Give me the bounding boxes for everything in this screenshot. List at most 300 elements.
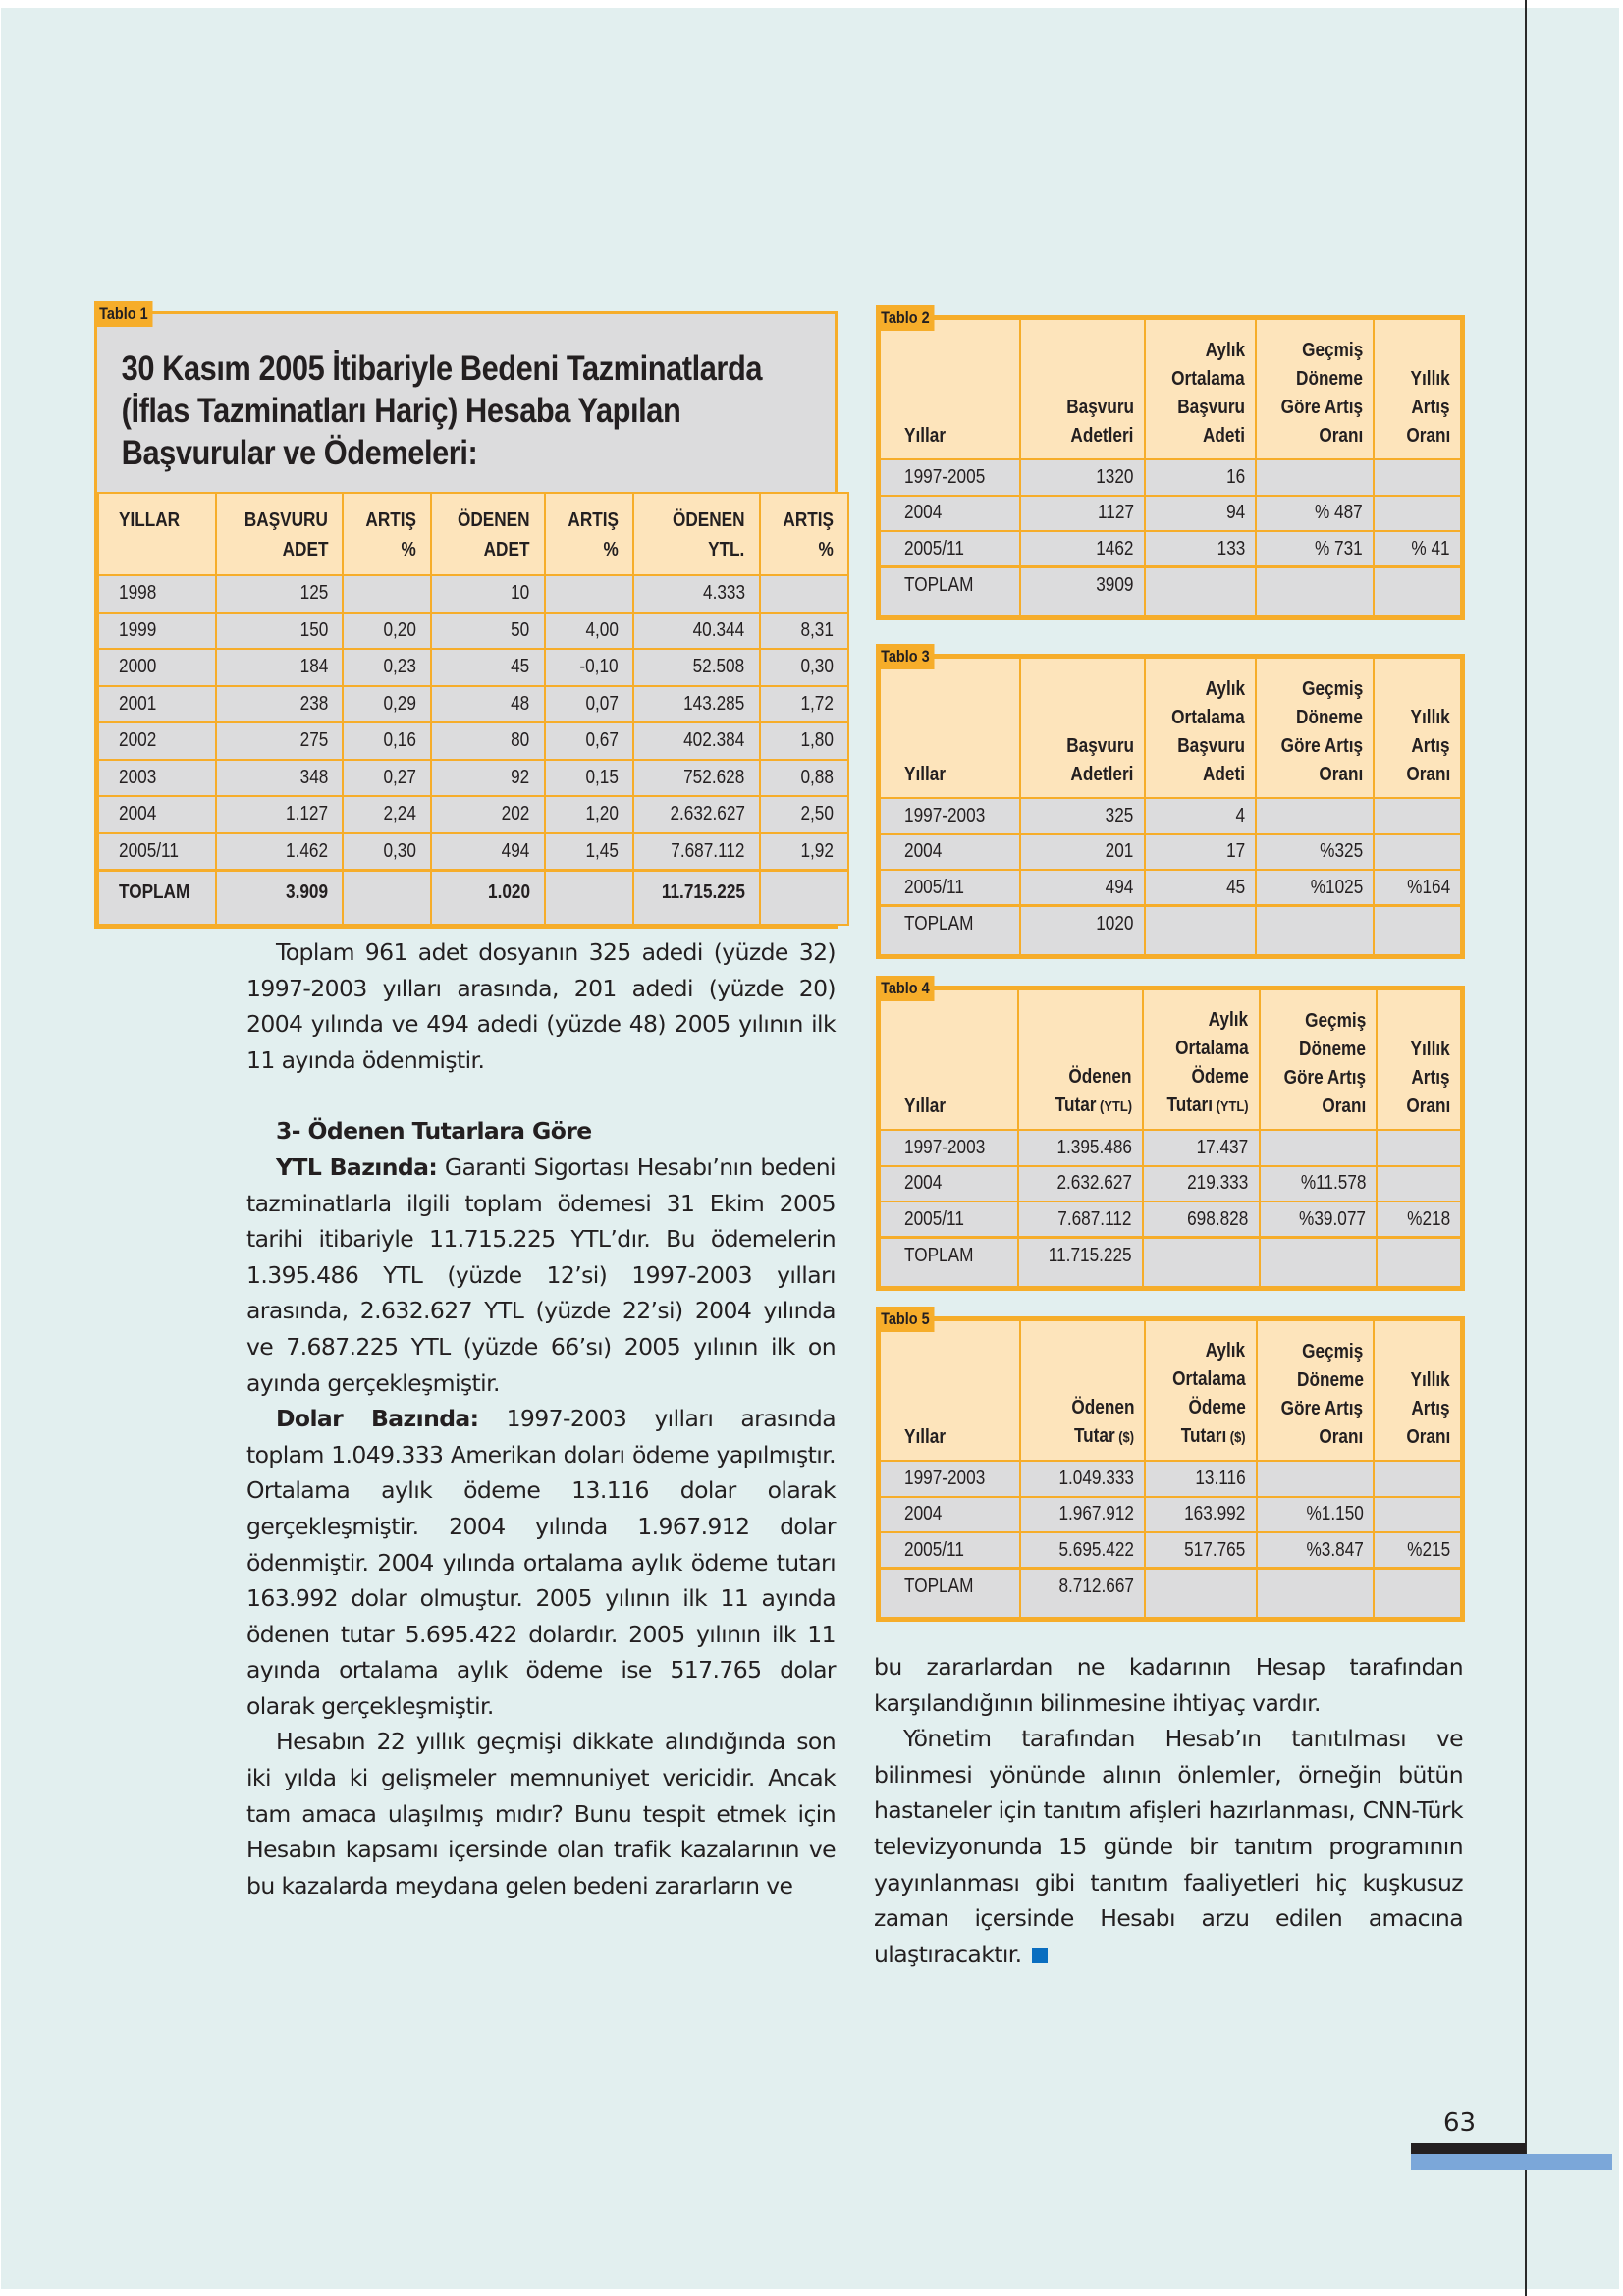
cell-value: 0,16	[383, 729, 416, 752]
cell-value: 402.384	[683, 729, 745, 752]
table-cell	[1256, 870, 1374, 906]
cell-value: 1127	[1097, 502, 1134, 524]
header-line: Başvuru	[1066, 735, 1134, 757]
table-row	[98, 686, 848, 723]
column-header	[343, 493, 431, 575]
cell-value: 125	[299, 582, 328, 605]
column-header	[1020, 319, 1145, 459]
cell-value: 348	[299, 766, 328, 788]
cell-value: % 487	[1315, 502, 1364, 524]
table-cell	[1256, 496, 1374, 532]
table-cell	[1145, 834, 1256, 871]
cell-value: TOPLAM	[119, 881, 190, 903]
header-line: Adetleri	[1070, 764, 1134, 785]
header-line: Oranı	[1406, 764, 1450, 785]
cell-value: 4.333	[702, 582, 745, 605]
cell-value: 1997-2003	[904, 1136, 986, 1158]
header-line: Adeti	[1203, 425, 1246, 447]
cell-value: 10	[511, 582, 530, 605]
table-cell	[1145, 798, 1256, 834]
cell-value: 1.020	[487, 881, 530, 903]
tablo-3-tag: Tablo 3	[876, 644, 935, 669]
title-line: 30 Kasım 2005 İtibariyle Bedeni Tazminatlarda	[121, 349, 763, 388]
table-cell	[760, 833, 848, 871]
header-line: Yıllar	[904, 1426, 947, 1448]
table-cell	[1374, 906, 1461, 955]
column-header	[760, 493, 848, 575]
paragraph-dosya: Toplam 961 adet dosyanın 325 adedi (yüzde 32) 1997-2003 yılları arasında, 201 adedi (yüzde 20) 2004 yılında ve 494 adedi (yüzde 48) 2005 yılının ilk 11 ayında ödenmiştir.	[246, 938, 836, 1074]
table-cell	[545, 575, 633, 613]
table-cell	[431, 649, 545, 686]
table-cell	[1020, 496, 1145, 532]
table-row	[880, 1461, 1461, 1497]
cell-value: 494	[501, 839, 530, 862]
ytl-label: YTL Bazında:	[276, 1152, 438, 1181]
header-line: Döneme	[1296, 368, 1364, 390]
cell-value: 1997-2003	[904, 804, 986, 827]
header-line: Yıllık	[1410, 1369, 1450, 1391]
table-cell	[343, 575, 431, 613]
column-header	[633, 493, 760, 575]
cell-value: 1320	[1096, 465, 1134, 488]
table-row	[880, 496, 1461, 532]
tablo-4-tag: Tablo 4	[876, 976, 935, 1001]
header-line: Döneme	[1296, 1369, 1364, 1391]
tablo-2-table	[879, 318, 1462, 617]
column-header	[431, 493, 545, 575]
header-line: Artış	[1411, 735, 1450, 757]
header-line: Ortalama	[1171, 707, 1246, 728]
table-cell	[1020, 1497, 1145, 1533]
table-row	[98, 760, 848, 797]
table-cell	[880, 531, 1020, 567]
table-cell	[545, 796, 633, 833]
table-cell	[1377, 1201, 1461, 1238]
cell-value: 0,15	[585, 766, 619, 788]
table-cell	[880, 834, 1020, 871]
column-header	[1374, 319, 1461, 459]
table-cell	[431, 870, 545, 925]
total-row	[880, 906, 1461, 955]
cell-value: 3.909	[285, 881, 328, 903]
table-cell	[98, 649, 216, 686]
yonetim-text: Yönetim tarafından Hesab’ın tanıtılması ve bilinmesi yönünde alının önlemler, örneğin bütün hastaneler için tanıtım afişleri hazırlanması, CNN-Türk televizyonunda 15 günde bir tanıtım programının yayınlanması gibi tanıtım faaliyetleri hiç kuşkusuz zaman içersinde Hesabı arzu edilen amacına ulaştıracaktır.	[874, 1725, 1463, 1968]
tablo-5-table	[879, 1319, 1462, 1619]
cell-value: 4	[1235, 804, 1246, 827]
column-header	[1257, 1320, 1375, 1461]
cell-value: 80	[511, 729, 530, 752]
table-cell	[1018, 1238, 1143, 1287]
header-line: Oranı	[1322, 1095, 1367, 1117]
table-cell	[1374, 1569, 1461, 1618]
table-cell	[431, 686, 545, 723]
table-cell	[1257, 1461, 1375, 1497]
header-line: Geçmiş	[1302, 1341, 1364, 1362]
header-line: Aylık	[1205, 678, 1246, 700]
cell-value: 275	[299, 729, 328, 752]
cell-value: 2004	[904, 1172, 943, 1195]
cell-value: 2002	[119, 729, 157, 752]
total-row	[880, 1569, 1461, 1618]
unit-label: (YTL)	[1096, 1098, 1132, 1115]
header-line: %	[603, 539, 619, 561]
table-cell	[1374, 496, 1461, 532]
cell-value: 150	[299, 618, 328, 641]
header-line: Oranı	[1319, 764, 1364, 785]
table-cell	[343, 870, 431, 925]
table-cell	[1374, 1532, 1461, 1569]
table-cell	[343, 760, 431, 797]
table-cell	[1256, 834, 1374, 871]
column-header	[1020, 658, 1145, 798]
table-cell	[760, 870, 848, 925]
table-cell	[1020, 1461, 1145, 1497]
cell-value: 1.967.912	[1058, 1503, 1135, 1525]
header-line: Göre Artış	[1280, 735, 1364, 757]
table-cell	[216, 686, 343, 723]
table-cell	[431, 833, 545, 871]
table-cell	[1018, 1130, 1143, 1166]
table-cell	[1256, 459, 1374, 496]
table-cell	[343, 722, 431, 760]
header-line: Geçmiş	[1301, 340, 1364, 361]
total-row	[880, 567, 1461, 616]
cell-value: 0,07	[585, 692, 619, 715]
cell-value: %164	[1407, 876, 1450, 898]
cell-value: 1.395.486	[1056, 1136, 1132, 1158]
header-line: ÖDENEN	[457, 509, 530, 531]
header-line: Ödeme	[1188, 1397, 1246, 1418]
cell-value: 7.687.112	[671, 839, 745, 862]
cell-value: %1025	[1310, 876, 1364, 898]
ytl-text: Garanti Sigortası Hesabı’nın bedeni tazminatlarla ilgili toplam ödemesi 31 Ekim 2005 tarihi itibariyle 11.715.225 YTL’dır. Bu ödemelerin 1.395.486 YTL (yüzde 12’si) 1997-2003 yılları arasında, 2.632.627 YTL (yüzde 22’si) 2004 yılında ve 7.687.225 YTL (yüzde 66’sı) 2005 yılının ilk on ayında gerçekleşmiştir.	[246, 1152, 836, 1397]
cell-value: 2001	[119, 692, 157, 715]
table-cell	[880, 1201, 1018, 1238]
table-row	[880, 798, 1461, 834]
header-line: Tutarı (YTL)	[1166, 1095, 1249, 1116]
tablo-3-table	[879, 657, 1462, 956]
table-cell	[633, 722, 760, 760]
table-cell	[1257, 1532, 1375, 1569]
table-cell	[880, 1238, 1018, 1287]
header-line: %	[401, 539, 416, 561]
table-cell	[633, 575, 760, 613]
header-line: ARTIŞ	[365, 509, 416, 531]
column-header	[216, 493, 343, 575]
table-cell	[633, 796, 760, 833]
table-cell	[545, 833, 633, 871]
cell-value: 1.049.333	[1058, 1467, 1135, 1489]
tablo-2-tag: Tablo 2	[876, 305, 935, 331]
table-cell	[1260, 1238, 1378, 1287]
column-header	[1145, 658, 1256, 798]
cell-value: %215	[1407, 1538, 1450, 1561]
header-line: Aylık	[1209, 1009, 1249, 1031]
table-cell	[1256, 531, 1374, 567]
cell-value: TOPLAM	[904, 574, 974, 596]
table-cell	[1256, 906, 1374, 955]
cell-value: 698.828	[1187, 1207, 1249, 1230]
table-cell	[1260, 1201, 1378, 1238]
cell-value: 1999	[119, 618, 157, 641]
header-line: Yıllık	[1410, 707, 1450, 728]
cell-value: 1462	[1096, 537, 1134, 560]
tablo-1-tag: Tablo 1	[94, 301, 153, 327]
total-row	[98, 870, 848, 925]
table-cell	[633, 686, 760, 723]
cell-value: %218	[1407, 1207, 1450, 1230]
column-header	[1374, 658, 1461, 798]
table-cell	[1020, 906, 1145, 955]
table-cell	[216, 796, 343, 833]
table-cell	[98, 833, 216, 871]
table-cell	[216, 870, 343, 925]
cell-value: 2004	[119, 803, 157, 826]
header-line: Artış	[1411, 1398, 1450, 1419]
table-cell	[880, 1166, 1018, 1202]
table-cell	[1143, 1201, 1260, 1238]
table-row	[98, 575, 848, 613]
table-row	[98, 796, 848, 833]
table-cell	[216, 722, 343, 760]
cell-value: %325	[1320, 840, 1364, 863]
cell-value: %1.150	[1306, 1503, 1364, 1525]
table-cell	[1145, 1497, 1256, 1533]
table-cell	[216, 575, 343, 613]
table-cell	[880, 1532, 1020, 1569]
table-cell	[343, 833, 431, 871]
cell-value: 17.437	[1196, 1136, 1249, 1158]
cell-value: 0,20	[383, 618, 416, 641]
column-header	[880, 1320, 1020, 1461]
header-line: Göre Artış	[1283, 1067, 1367, 1089]
dolar-label: Dolar Bazında:	[276, 1405, 479, 1433]
header-line: Ödenen	[1071, 1397, 1135, 1418]
cell-value: TOPLAM	[904, 913, 974, 934]
table-cell	[1374, 1497, 1461, 1533]
cell-value: 1,72	[800, 692, 834, 715]
table-cell	[1145, 459, 1256, 496]
header-line: Tutar ($)	[1074, 1425, 1135, 1447]
table-cell	[880, 1569, 1020, 1618]
page-number: 63	[1443, 2109, 1477, 2138]
cell-value: 1,80	[800, 729, 834, 752]
cell-value: 494	[1106, 876, 1134, 898]
cell-value: 17	[1226, 840, 1246, 863]
cell-value: 1997-2003	[904, 1467, 986, 1489]
table-cell	[1374, 531, 1461, 567]
table-cell	[633, 870, 760, 925]
table-cell	[880, 1130, 1018, 1166]
cell-value: 1.462	[285, 839, 328, 862]
cell-value: 0,67	[585, 729, 619, 752]
table-cell	[216, 649, 343, 686]
unit-label: (YTL)	[1212, 1098, 1249, 1115]
cell-value: 52.508	[692, 656, 745, 678]
header-line: Oranı	[1319, 425, 1364, 447]
dolar-text: 1997-2003 yılları arasında toplam 1.049.333 Amerikan doları ödeme yapılmıştır. Ortalama aylık ödeme 13.116 dolar olarak gerçekleşmiştir. 2004 yılında 1.967.912 dolar ödenmiştir. 2004 yılında ortalama aylık ödeme tutarı 163.992 dolar olmuştur. 2005 yılının ilk 11 ayında ödenen tutar 5.695.422 dolardır. 2005 yılının ilk 11 ayında ortalama aylık ödeme ise 517.765 dolar olarak gerçekleşmiştir.	[246, 1405, 836, 1720]
column-header	[1374, 1320, 1461, 1461]
table-cell	[880, 798, 1020, 834]
cell-value: 163.992	[1184, 1503, 1246, 1525]
table-cell	[633, 649, 760, 686]
column-header	[1143, 989, 1260, 1130]
header-line: Ödenen	[1068, 1066, 1132, 1088]
table-cell	[98, 686, 216, 723]
cell-value: 2004	[904, 1503, 943, 1525]
table-row	[880, 834, 1461, 871]
table-row	[98, 833, 848, 871]
header-line: Döneme	[1296, 707, 1364, 728]
header-line: Göre Artış	[1280, 1398, 1364, 1419]
cell-value: 2,50	[800, 803, 834, 826]
header-line: Geçmiş	[1305, 1010, 1367, 1032]
end-mark-icon	[1032, 1948, 1048, 1963]
unit-label: ($)	[1114, 1429, 1135, 1446]
header-line: Aylık	[1205, 340, 1246, 361]
table-cell	[1020, 1569, 1145, 1618]
table-cell	[1256, 567, 1374, 616]
cell-value: 4,00	[585, 618, 619, 641]
table-cell	[1145, 1461, 1256, 1497]
column-header	[1256, 319, 1374, 459]
header-line: Döneme	[1299, 1039, 1367, 1060]
table-cell	[343, 649, 431, 686]
header-line: Göre Artış	[1280, 397, 1364, 418]
table-cell	[1145, 496, 1256, 532]
header-line: Ortalama	[1171, 368, 1246, 390]
table-cell	[98, 613, 216, 650]
cell-value: 1998	[119, 582, 157, 605]
left-text-column	[246, 934, 836, 1903]
header-line: Tutarı ($)	[1180, 1425, 1246, 1447]
column-header	[1018, 989, 1143, 1130]
right-text-column	[874, 1649, 1463, 1972]
header-line: Ortalama	[1171, 1368, 1246, 1390]
header-line: Yıllık	[1410, 1039, 1450, 1060]
table-cell	[1020, 834, 1145, 871]
tablo-1-box	[94, 311, 838, 929]
table-cell	[98, 796, 216, 833]
header-line: Adeti	[1203, 764, 1246, 785]
cell-value: 94	[1226, 502, 1246, 524]
cell-value: 517.765	[1184, 1538, 1246, 1561]
cell-value: 1,45	[585, 839, 619, 862]
tablo-5-tag: Tablo 5	[876, 1307, 935, 1332]
table-cell	[1377, 1166, 1461, 1202]
table-cell	[880, 567, 1020, 616]
cell-value: %11.578	[1300, 1172, 1367, 1195]
table-cell	[545, 686, 633, 723]
table-cell	[98, 760, 216, 797]
cell-value: 1020	[1096, 913, 1134, 934]
cell-value: 2000	[119, 656, 157, 678]
column-header	[1260, 989, 1378, 1130]
header-line: Oranı	[1406, 425, 1450, 447]
cell-value: 45	[1226, 876, 1246, 898]
header-line: ARTIŞ	[782, 509, 834, 531]
header-line: ADET	[282, 539, 328, 561]
table-cell	[880, 1497, 1020, 1533]
column-header	[1145, 319, 1256, 459]
table-cell	[343, 796, 431, 833]
footer-bar-dark	[1411, 2143, 1526, 2154]
column-header	[1145, 1320, 1256, 1461]
table-row	[880, 870, 1461, 906]
cell-value: 8,31	[800, 618, 834, 641]
table-cell	[1257, 1569, 1375, 1618]
table-cell	[431, 575, 545, 613]
header-line: ÖDENEN	[672, 509, 745, 531]
table-cell	[880, 1461, 1020, 1497]
table-row	[880, 459, 1461, 496]
cell-value: 2004	[904, 840, 943, 863]
header-line: Artış	[1411, 397, 1450, 418]
cell-value: 50	[511, 618, 530, 641]
table-cell	[1020, 1532, 1145, 1569]
header-line: %	[818, 539, 834, 561]
table-cell	[1374, 798, 1461, 834]
table-cell	[880, 906, 1020, 955]
column-header	[1377, 989, 1461, 1130]
cell-value: 1,20	[585, 803, 619, 826]
cell-value: 2005/11	[904, 1538, 964, 1561]
table-row	[880, 1201, 1461, 1238]
paragraph-dolar	[246, 1401, 836, 1724]
column-header	[98, 493, 216, 575]
table-cell	[1374, 567, 1461, 616]
table-cell	[1374, 459, 1461, 496]
page-fold-rule	[1525, 0, 1527, 2296]
table-cell	[431, 613, 545, 650]
table-cell	[1374, 870, 1461, 906]
header-line: Oranı	[1406, 1095, 1450, 1117]
column-header	[880, 989, 1018, 1130]
table-row	[98, 722, 848, 760]
table-cell	[1374, 834, 1461, 871]
header-line: Oranı	[1406, 1426, 1450, 1448]
table-cell	[216, 833, 343, 871]
header-line: ARTIŞ	[567, 509, 619, 531]
cell-value: 0,30	[800, 656, 834, 678]
header-line: Artış	[1411, 1067, 1450, 1089]
cell-value: 2003	[119, 766, 157, 788]
unit-label: ($)	[1226, 1429, 1246, 1446]
table-row	[880, 531, 1461, 567]
cell-value: -0,10	[579, 656, 619, 678]
table-cell	[343, 613, 431, 650]
cell-value: 2.632.627	[670, 803, 745, 826]
cell-value: 184	[299, 656, 328, 678]
table-cell	[760, 796, 848, 833]
table-cell	[1020, 567, 1145, 616]
table-cell	[1256, 798, 1374, 834]
table-cell	[1377, 1130, 1461, 1166]
column-header	[545, 493, 633, 575]
table-cell	[343, 686, 431, 723]
cell-value: 752.628	[683, 766, 745, 788]
table-cell	[545, 760, 633, 797]
table-cell	[760, 722, 848, 760]
table-cell	[545, 613, 633, 650]
header-line: Adetleri	[1070, 425, 1134, 447]
cell-value: 8.712.667	[1058, 1575, 1135, 1597]
table-cell	[760, 613, 848, 650]
table-cell	[1145, 531, 1256, 567]
header-line: YTL.	[708, 539, 745, 561]
table-cell	[1260, 1130, 1378, 1166]
table-cell	[1145, 1532, 1256, 1569]
